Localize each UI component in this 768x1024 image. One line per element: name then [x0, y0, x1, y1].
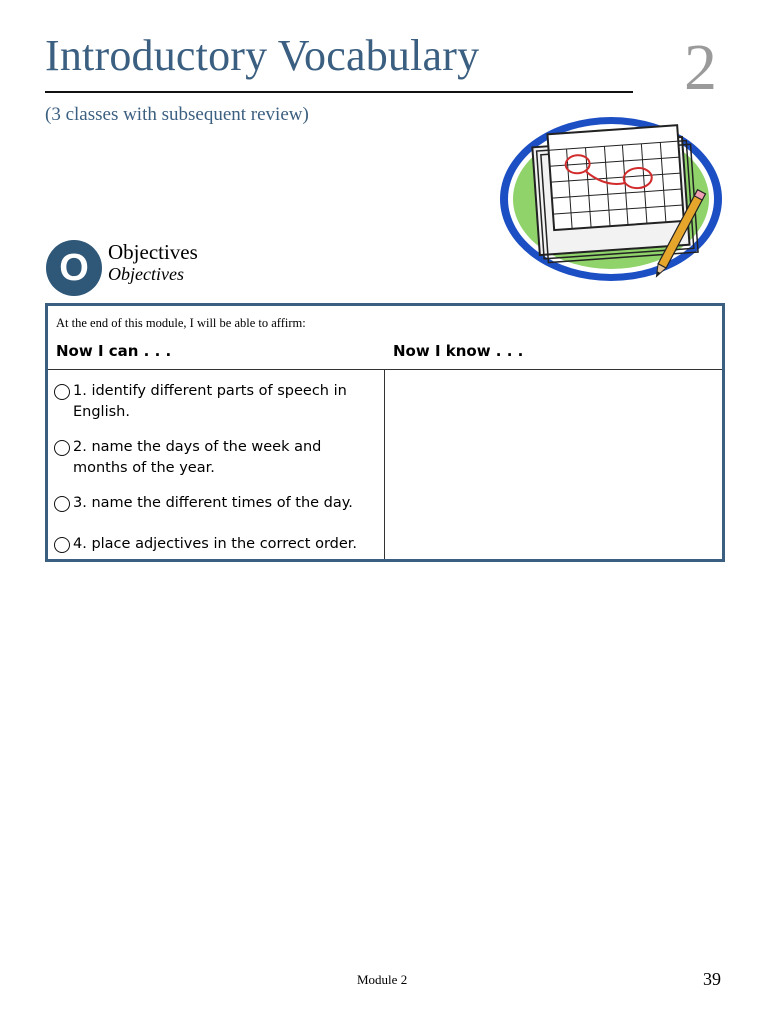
objective-text: 1. identify different parts of speech in English.	[73, 383, 347, 420]
title-rule	[45, 91, 633, 93]
objective-text: 3. name the different times of the day.	[73, 495, 353, 511]
page-subtitle: (3 classes with subsequent review)	[45, 104, 309, 125]
page-number: 39	[703, 969, 721, 989]
checkbox-circle[interactable]	[54, 496, 70, 512]
objectives-table	[45, 303, 725, 562]
objectives-intro: At the end of this module, I will be able to affirm:	[56, 316, 306, 330]
checkbox-circle[interactable]	[54, 440, 70, 456]
column-header-now-i-can: Now I can . . .	[56, 342, 172, 360]
calendar-with-pencil-icon	[496, 112, 728, 287]
objectives-subheading: Objectives	[108, 264, 184, 284]
objectives-heading: Objectives	[108, 240, 198, 264]
objective-text: 2. name the days of the week and months of the year.	[73, 439, 322, 476]
checkbox-circle[interactable]	[54, 537, 70, 553]
objective-text: 4. place adjectives in the correct order.	[73, 536, 358, 552]
column-divider	[384, 369, 385, 559]
objectives-badge: O	[46, 240, 102, 296]
table-divider	[48, 369, 722, 370]
page-title: Introductory Vocabulary	[45, 31, 480, 80]
footer-module: Module 2	[357, 972, 408, 987]
column-header-now-i-know: Now I know . . .	[393, 342, 524, 360]
checkbox-circle[interactable]	[54, 384, 70, 400]
chapter-number: 2	[684, 31, 717, 104]
